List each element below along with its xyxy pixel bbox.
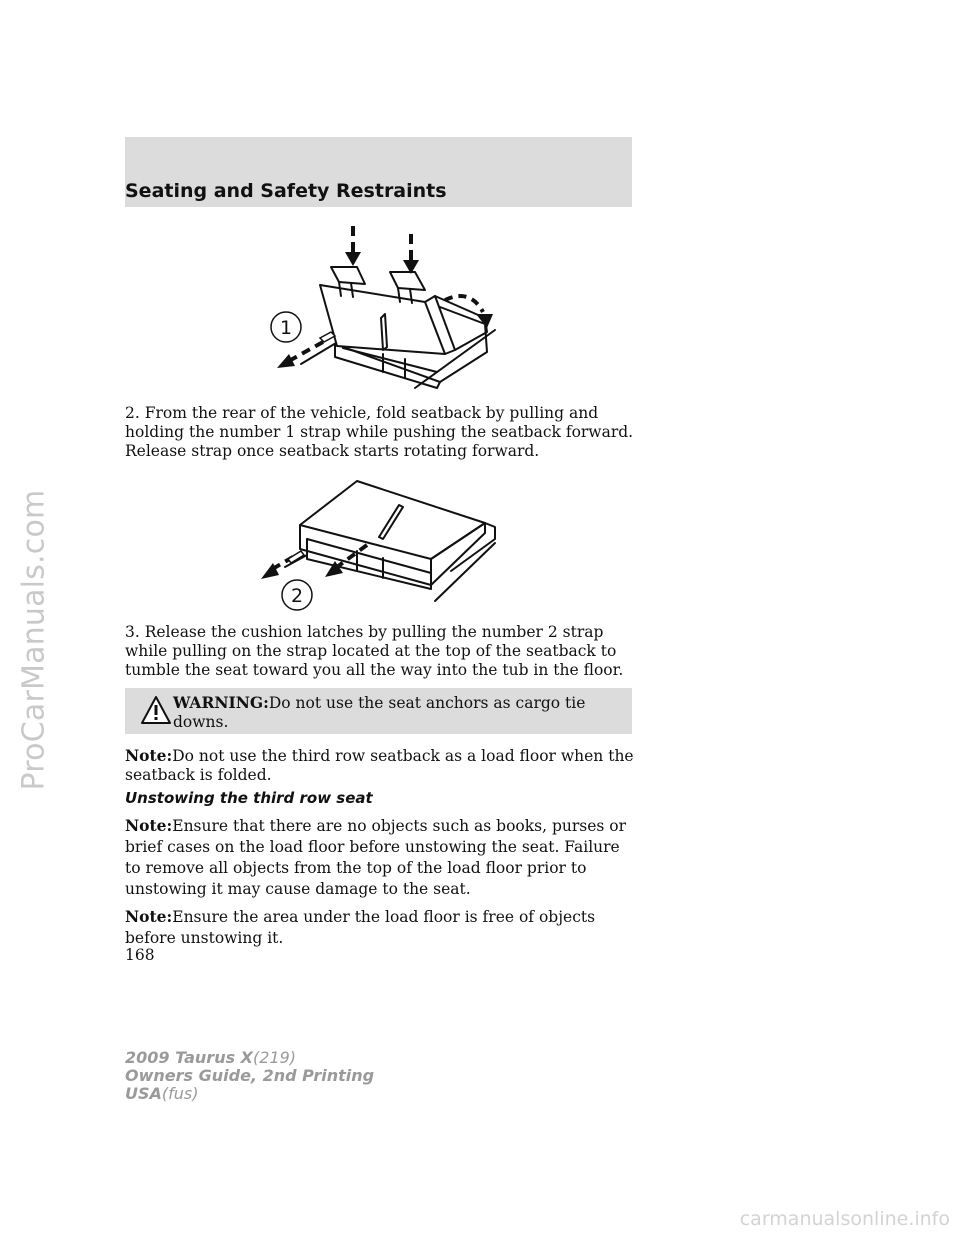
warning-text: [173, 693, 623, 732]
step-2-text: 2. From the rear of the vehicle, fold seatback by pulling and holding the number 1 strap while pushing the seatback forward. Release strap once seatback starts rotating forward.: [125, 404, 634, 460]
warning-triangle-icon: [141, 695, 171, 725]
callout-1: 1: [279, 317, 293, 339]
note-1: [125, 746, 635, 785]
footer-edition: Owners Guide, 2nd Printing: [125, 1066, 375, 1085]
warning-body: Do not use the seat anchors as cargo tie downs.: [173, 694, 586, 731]
warning-box: [125, 688, 632, 734]
page-number: 168: [125, 946, 155, 964]
bottom-watermark: carmanualsonline.info: [739, 1208, 950, 1230]
callout-2: 2: [290, 585, 304, 607]
seatback-fold-illustration: [265, 222, 505, 390]
note-2-text: Ensure that there are no objects such as books, purses or brief cases on the load floor before unstowing the seat. Failure to remove all objects from the top of the load floor prior to unstowing it may cause damage to the seat.: [125, 817, 627, 898]
step-3-text: 3. Release the cushion latches by pulling the number 2 strap while pulling on the strap located at the top of the seatback to tumble the seat toward you all the way into the tub in the floor.: [125, 623, 624, 679]
footer-market: USA: [125, 1084, 162, 1103]
footer-model-code: (219): [253, 1048, 297, 1067]
note-3-label: Note:: [125, 907, 173, 926]
note-1-text: Do not use the third row seatback as a load floor when the seatback is folded.: [125, 747, 634, 784]
footer-market-code: (fus): [161, 1084, 199, 1103]
note-3: [125, 906, 635, 949]
note-3-text: Ensure the area under the load floor is free of objects before unstowing it.: [125, 908, 596, 947]
side-watermark-text: ProCarManuals.com: [16, 489, 52, 791]
note-2-label: Note:: [125, 816, 173, 835]
seat-tumble-illustration: [255, 475, 505, 615]
footer-model: 2009 Taurus X: [125, 1048, 254, 1067]
footer: [125, 1049, 374, 1103]
note-2: [125, 815, 635, 900]
side-watermark: [8, 0, 60, 1242]
warning-label: WARNING:: [173, 693, 269, 712]
section-title: Seating and Safety Restraints: [125, 180, 447, 202]
note-1-label: Note:: [125, 746, 173, 765]
subheading: Unstowing the third row seat: [125, 789, 373, 807]
